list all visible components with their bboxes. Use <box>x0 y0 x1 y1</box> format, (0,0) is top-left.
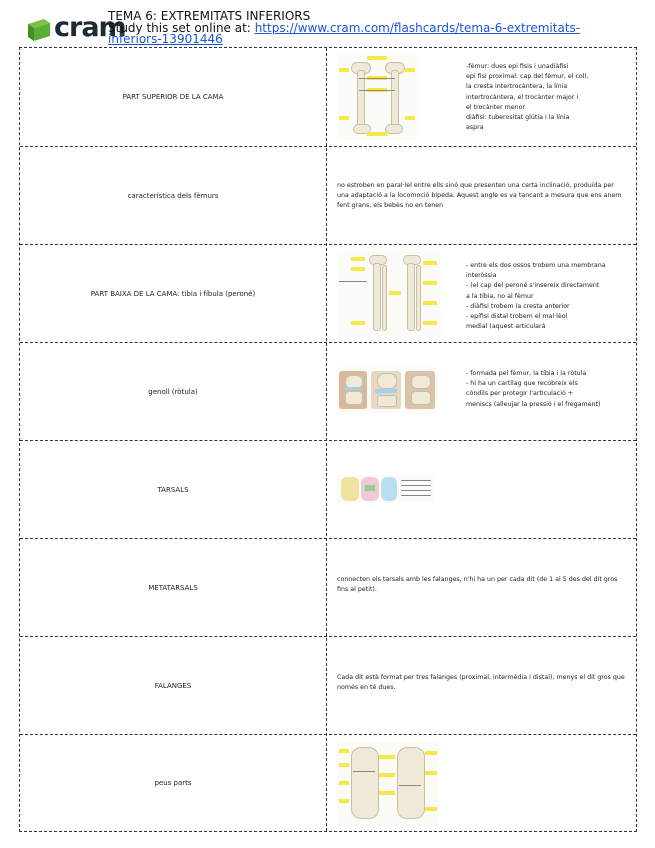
cram-logo-text: cram <box>54 12 126 43</box>
side-line: interòssia <box>466 272 497 280</box>
side-line: - hi ha un cartílag que recobreix els <box>466 380 578 388</box>
side-line: meniscs (alleujar la pressió i el fregament) <box>466 400 601 408</box>
side-line: - epífisi distal trobem el mal·lèol <box>466 313 568 321</box>
study-online-label: Study this set online at: <box>108 21 251 35</box>
tibia-fibula-diagram-image <box>337 251 441 337</box>
side-line: - entre els dos ossos trobem una membrana <box>466 262 606 269</box>
card-definition-text: no estroben en paral·lel entre ells sinó que presenten una certa inclinació, produïda per una adaptació a la locomoció bípeda. Aquest angle es va tancant a mesura que ens anem fent grans, els bebès no en tenen <box>337 182 622 209</box>
card-row <box>20 245 636 343</box>
card-definition <box>327 441 636 538</box>
card-term: genoll (ròtula) <box>148 387 198 396</box>
side-line: - (el cap del peroné s'insereix directament <box>466 282 600 290</box>
card-definition <box>327 539 636 636</box>
card-row <box>20 343 636 441</box>
card-row <box>20 441 636 539</box>
side-line: - diàfisi trobem la cresta anterior <box>466 302 570 310</box>
side-line: -fèmur: dues epi fisis i unadiàfisi <box>466 63 569 70</box>
card-term: TARSALS <box>157 485 189 494</box>
side-line: a la tíbia, no al fèmur <box>466 292 534 300</box>
card-row <box>20 48 636 147</box>
card-row <box>20 539 636 637</box>
side-line: - formada pel fèmur, la tíbia i la ròtula <box>466 370 587 377</box>
study-online-line <box>108 23 628 45</box>
card-term: FALANGES <box>154 681 192 690</box>
card-term: PART BAIXA DE LA CAMA: tíbia i fíbula (peroné) <box>90 289 256 298</box>
set-title: TEMA 6: EXTREMITATS INFERIORS <box>108 9 311 23</box>
card-row <box>20 637 636 735</box>
side-line: epi fisi proximal: cap del fèmur, el coll, <box>466 73 589 81</box>
side-line: diàfisi: tuberositat glútia i la línia <box>466 114 570 122</box>
study-online-link[interactable]: https://www.cram.com/flashcards/tema-6-extremitats-inferiors-13901446 <box>108 21 581 46</box>
side-line: la cresta intertrocàntera, la línia <box>466 83 568 91</box>
card-definition <box>327 245 636 342</box>
card-row <box>20 735 636 831</box>
card-definition-text: Cada dit està format per tres falanges (proximal, intermèdia i distal), menys el dit gros que només en té dues. <box>337 674 625 691</box>
side-line: medial (aquest articulará <box>466 323 546 331</box>
card-row <box>20 147 636 245</box>
card-term: característica dels fèmurs <box>127 191 219 200</box>
flashcard-table <box>19 47 637 832</box>
femur-diagram-image <box>337 54 417 140</box>
card-definition <box>327 48 636 146</box>
card-side-text <box>466 261 626 332</box>
card-term: PART SUPERIOR DE LA CAMA <box>122 93 224 101</box>
card-term: METATARSALS <box>148 583 198 592</box>
card-definition <box>327 637 636 734</box>
knee-joint-image <box>337 367 437 413</box>
card-definition <box>327 343 636 440</box>
side-line: aspra <box>466 124 484 132</box>
side-line: intertrocàntera, el trocànter major i <box>466 93 579 101</box>
card-definition <box>327 735 636 831</box>
side-line: còndils per protegir l'articulació + <box>466 390 574 398</box>
tarsal-bones-image <box>337 475 435 503</box>
card-definition-text: connecten els tarsals amb les falanges, n'hi ha un per cada dit (de 1 al 5 des del dit gros fins al petit). <box>337 576 618 593</box>
side-line: el trocànter menor <box>466 103 526 111</box>
card-term: peus parts <box>154 779 192 787</box>
card-side-text <box>466 369 626 410</box>
page-header <box>24 8 644 48</box>
cram-logo[interactable] <box>24 12 126 46</box>
card-definition <box>327 147 636 244</box>
foot-parts-diagram-image <box>337 741 439 825</box>
cram-logo-icon <box>26 18 52 42</box>
card-side-text <box>466 62 626 133</box>
